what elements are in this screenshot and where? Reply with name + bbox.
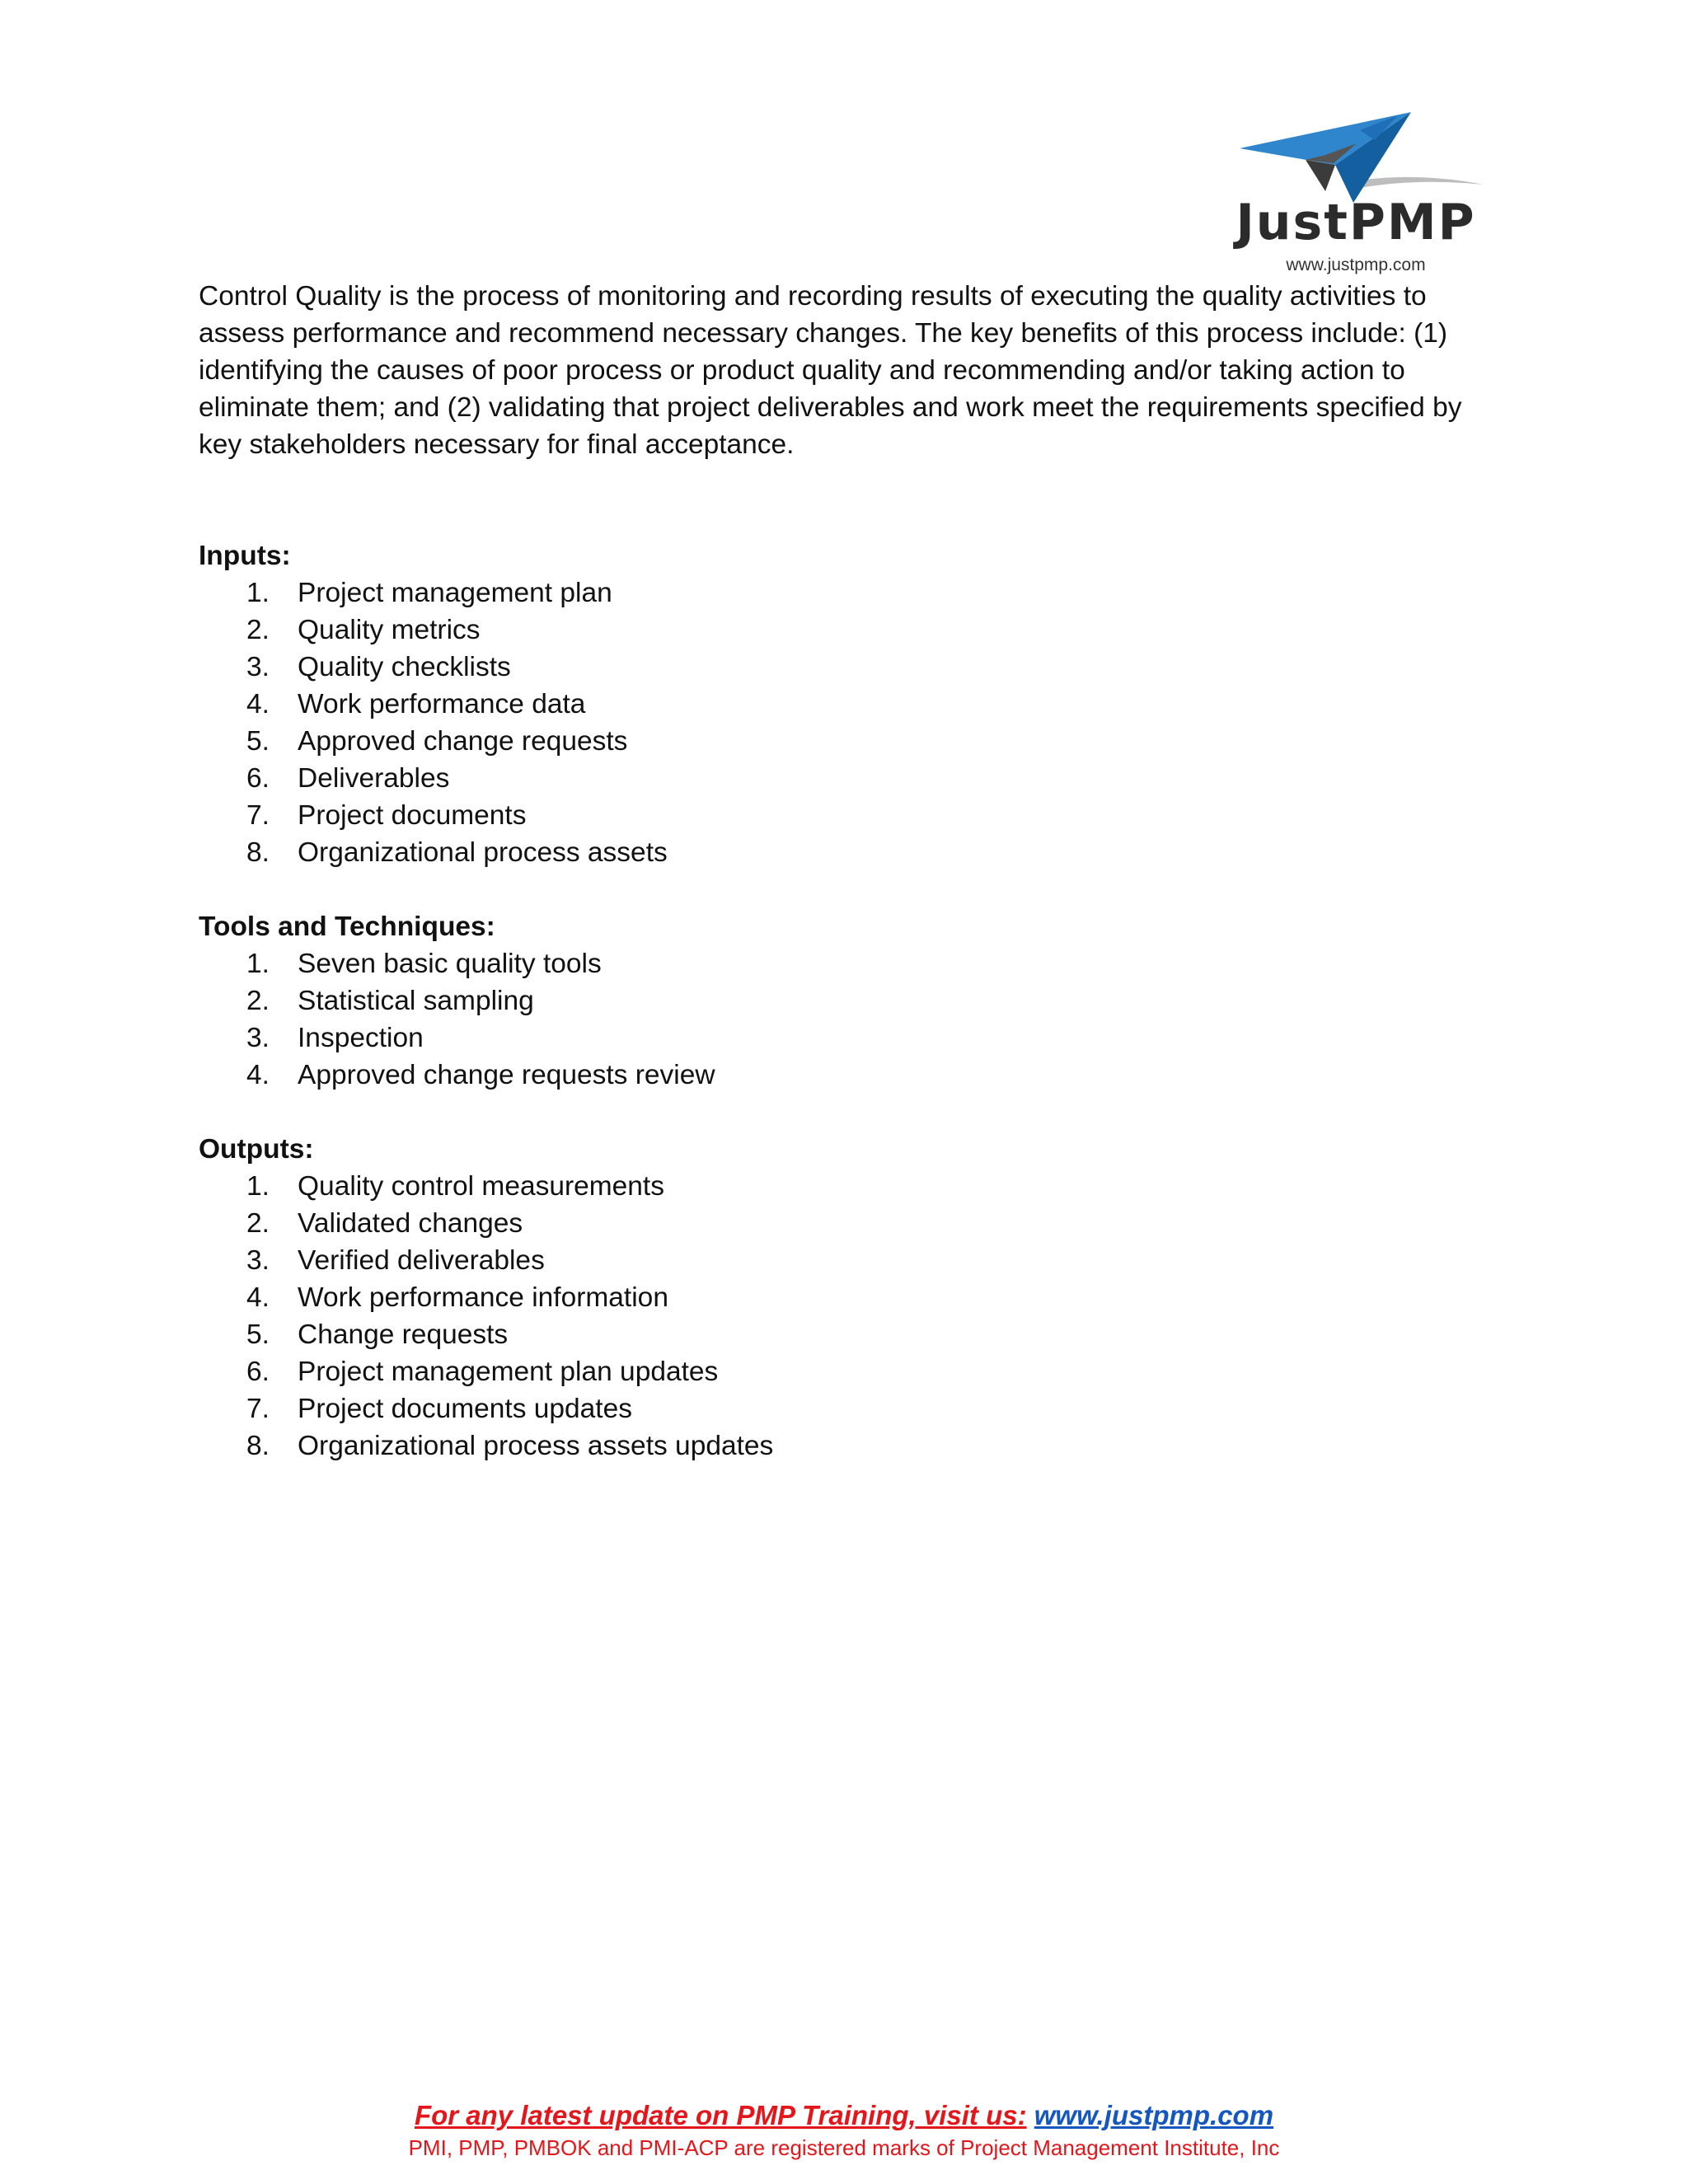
numbered-list [199,1168,1484,1465]
list-item-number: 5. [246,726,270,757]
list-item [199,574,1484,612]
list-item-number: 5. [246,1319,270,1350]
list-item-text: Verified deliverables [298,1245,545,1276]
section [199,537,1484,871]
list-item-number: 4. [246,689,270,719]
list-item-number: 2. [246,1208,270,1239]
process-sections [199,537,1484,1465]
page-footer [0,2098,1688,2163]
list-item-number: 8. [246,1431,270,1461]
list-item [199,834,1484,871]
list-item [199,649,1484,686]
list-item [199,1316,1484,1353]
list-item [199,1279,1484,1316]
list-item-number: 8. [246,837,270,868]
list-item [199,1353,1484,1390]
list-item-text: Validated changes [298,1208,523,1239]
list-item-number: 3. [246,652,270,682]
justpmp-logo [1228,105,1484,279]
numbered-list [199,945,1484,1094]
list-item-text: Deliverables [298,763,450,794]
list-item-text: Project documents [298,800,527,831]
list-item-text: Project documents updates [298,1394,632,1424]
list-item-text: Project management plan [298,578,612,608]
section-title: Outputs: [199,1134,314,1165]
list-item-text: Approved change requests review [298,1060,715,1090]
footer-disclaimer: PMI, PMP, PMBOK and PMI-ACP are registered marks of Project Management Institute, Inc [408,2135,1280,2160]
list-item [199,945,1484,982]
list-item [199,1057,1484,1094]
list-item-text: Work performance data [298,689,586,719]
list-item-text: Organizational process assets [298,837,668,868]
list-item-text: Change requests [298,1319,509,1350]
logo-wordmark: JustPMP [1236,194,1476,251]
intro-paragraph: Control Quality is the process of monitoring and recording results of executing the quality activities to assess performance and recommend necessary changes. The key benefits of this process include: (1) identifying the causes of poor process or product quality and recommending and/or taking action to eliminate them; and (2) validating that project deliverables and work meet the requirements specified by key stakeholders necessary for final acceptance. [199,281,1462,460]
list-item-number: 2. [246,986,270,1016]
list-item-number: 7. [246,800,270,831]
logo-url: www.justpmp.com [1286,255,1426,274]
list-item-text: Work performance information [298,1282,668,1313]
list-item-text: Seven basic quality tools [298,949,602,979]
list-item [199,686,1484,723]
list-item-text: Quality checklists [298,652,511,682]
numbered-list [199,574,1484,871]
list-item-number: 2. [246,615,270,645]
list-item-number: 1. [246,949,270,979]
list-item-text: Organizational process assets updates [298,1431,774,1461]
list-item-text: Statistical sampling [298,986,534,1016]
list-item [199,1205,1484,1242]
list-item-number: 3. [246,1023,270,1053]
list-item [199,1019,1484,1057]
list-item-text: Project management plan updates [298,1357,719,1387]
list-item-number: 6. [246,1357,270,1387]
list-item-number: 7. [246,1394,270,1424]
list-item-text: Quality control measurements [298,1171,664,1202]
list-item [199,1168,1484,1205]
list-item-text: Inspection [298,1023,424,1053]
list-item [199,1242,1484,1279]
section-title: Tools and Techniques: [199,912,495,942]
list-item-text: Approved change requests [298,726,628,757]
section-title: Inputs: [199,541,291,571]
footer-promo-line [0,2098,1688,2133]
section [199,908,1484,1094]
footer-promo-text: For any latest update on PMP Training, visit us: [414,2100,1027,2130]
section [199,1131,1484,1465]
list-item [199,612,1484,649]
list-item [199,982,1484,1019]
list-item-number: 3. [246,1245,270,1276]
footer-website-link[interactable]: www.justpmp.com [1034,2100,1274,2130]
list-item [199,1427,1484,1465]
list-item [199,723,1484,760]
list-item-text: Quality metrics [298,615,481,645]
list-item [199,1390,1484,1427]
list-item-number: 4. [246,1282,270,1313]
list-item-number: 4. [246,1060,270,1090]
document-body [199,278,1484,1465]
list-item-number: 1. [246,1171,270,1202]
list-item-number: 1. [246,578,270,608]
list-item-number: 6. [246,763,270,794]
list-item [199,760,1484,797]
list-item [199,797,1484,834]
